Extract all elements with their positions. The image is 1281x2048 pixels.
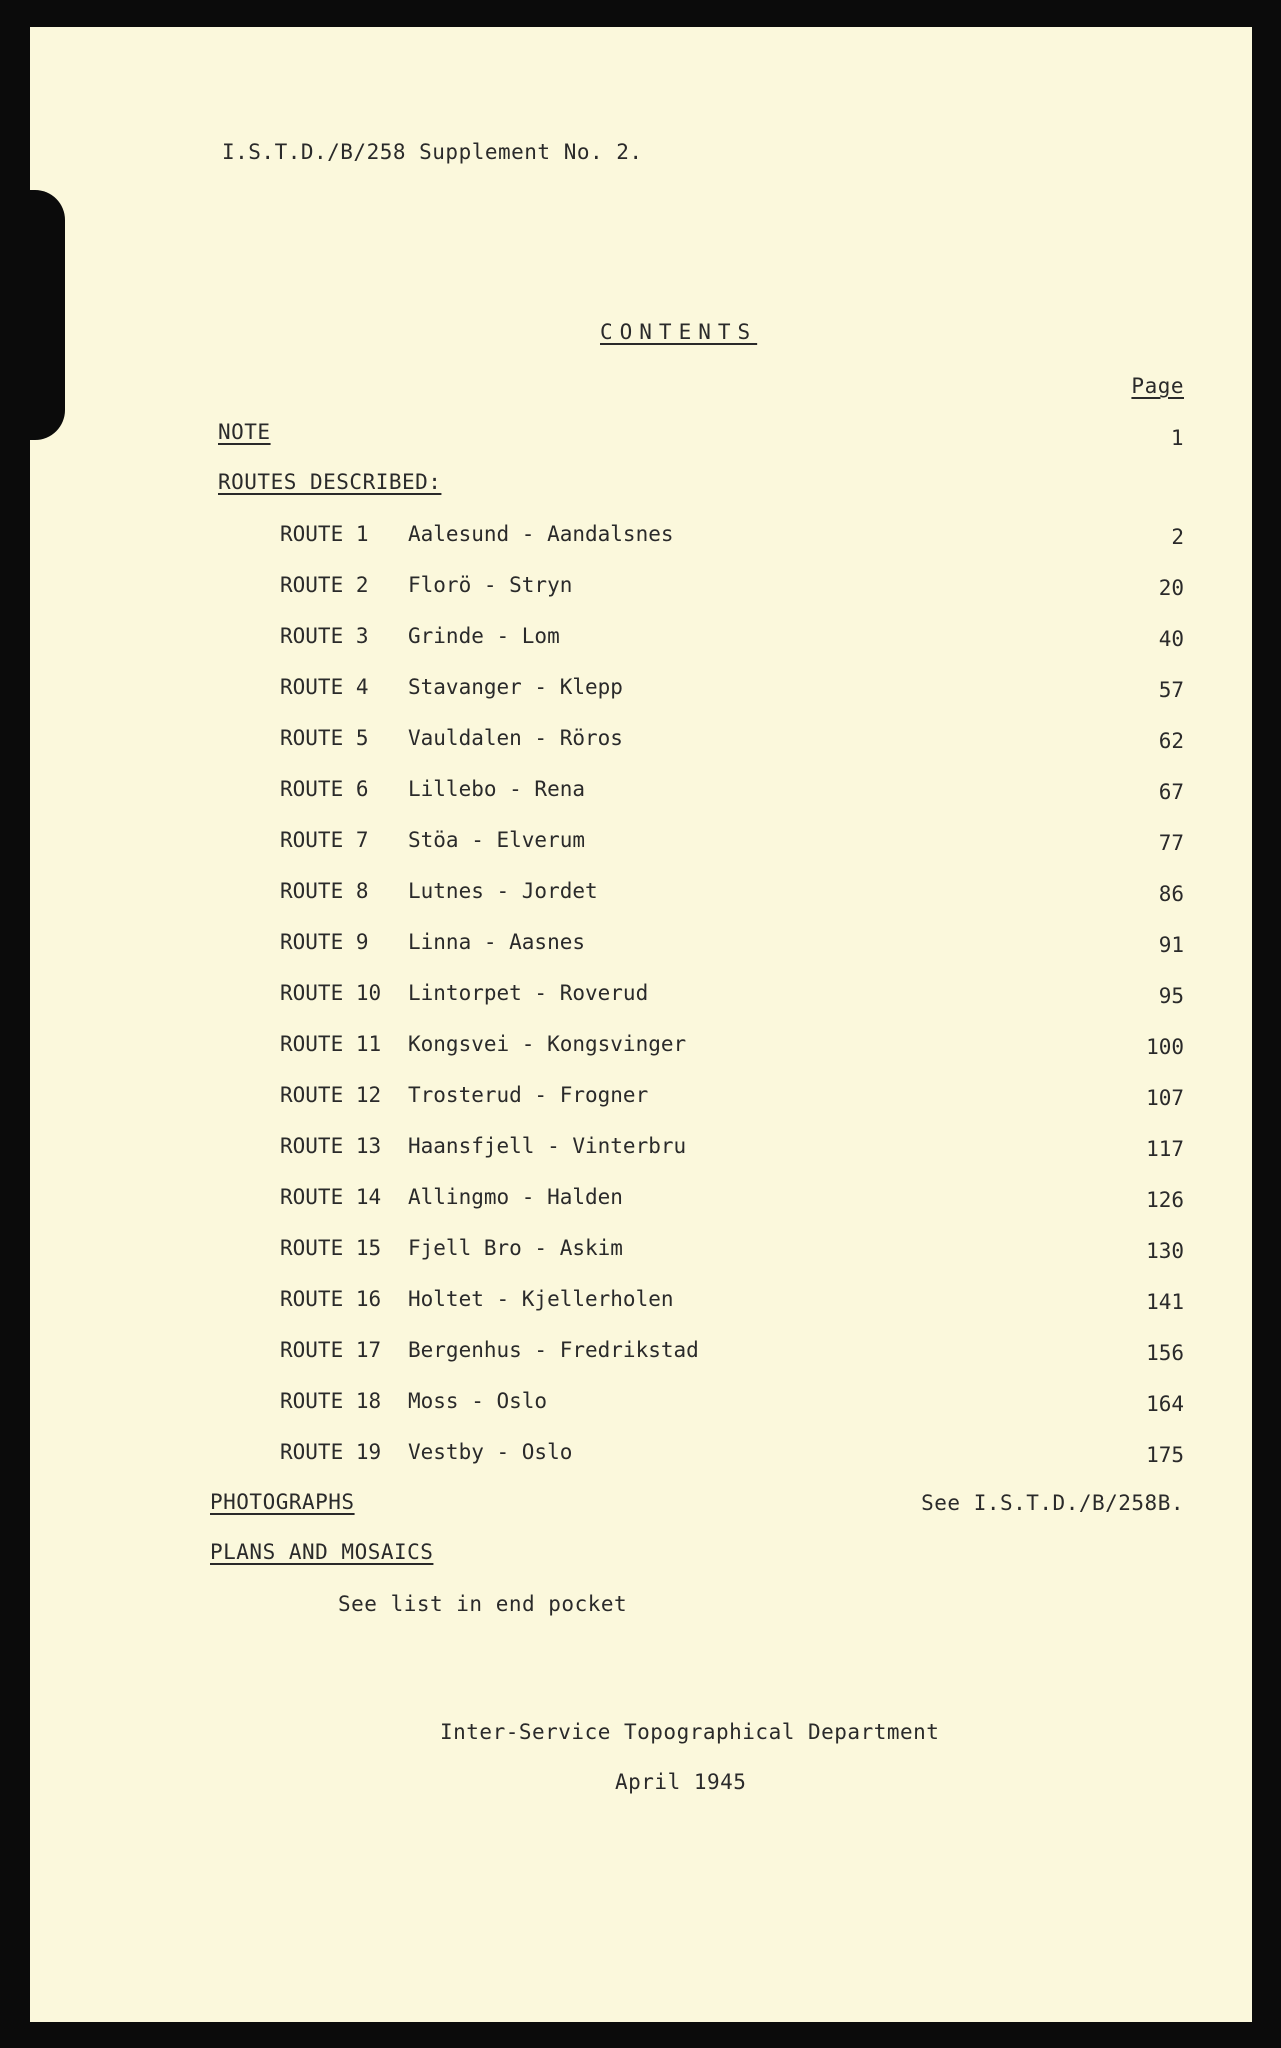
route-name: Trosterud - Frogner: [408, 1083, 649, 1107]
route-page: 156: [1146, 1341, 1184, 1365]
route-name: Grinde - Lom: [408, 624, 560, 648]
route-label: ROUTE 7: [280, 828, 369, 852]
route-name: Stavanger - Klepp: [408, 675, 623, 699]
route-page: 117: [1146, 1137, 1184, 1161]
route-page: 67: [1158, 780, 1184, 804]
route-name: Linna - Aasnes: [408, 930, 586, 954]
route-label: ROUTE 19: [280, 1440, 382, 1464]
note-page: 1: [1170, 426, 1184, 450]
route-label: ROUTE 14: [280, 1185, 382, 1209]
document-date: April 1945: [615, 1770, 747, 1794]
route-page: 86: [1158, 882, 1184, 906]
contents-title: CONTENTS: [600, 320, 758, 344]
route-label: ROUTE 18: [280, 1389, 382, 1413]
route-name: Haansfjell - Vinterbru: [408, 1134, 687, 1158]
route-label: ROUTE 13: [280, 1134, 382, 1158]
route-name: Vauldalen - Röros: [408, 726, 623, 750]
route-page: 57: [1158, 678, 1184, 702]
route-name: Aalesund - Aandalsnes: [408, 522, 674, 546]
binding-tab: [20, 190, 65, 440]
route-page: 164: [1146, 1392, 1184, 1416]
route-page: 141: [1146, 1290, 1184, 1314]
route-label: ROUTE 2: [280, 573, 369, 597]
plans-label: PLANS AND MOSAICS: [210, 1540, 434, 1564]
route-label: ROUTE 16: [280, 1287, 382, 1311]
route-name: Fjell Bro - Askim: [408, 1236, 623, 1260]
route-page: 20: [1158, 576, 1184, 600]
document-reference: I.S.T.D./B/258 Supplement No. 2.: [222, 140, 643, 164]
note-label: NOTE: [218, 420, 271, 444]
route-name: Lillebo - Rena: [408, 777, 586, 801]
route-name: Bergenhus - Fredrikstad: [408, 1338, 699, 1362]
route-page: 126: [1146, 1188, 1184, 1212]
route-page: 91: [1158, 933, 1184, 957]
route-label: ROUTE 12: [280, 1083, 382, 1107]
route-page: 130: [1146, 1239, 1184, 1263]
route-label: ROUTE 5: [280, 726, 369, 750]
route-page: 95: [1158, 984, 1184, 1008]
route-label: ROUTE 6: [280, 777, 369, 801]
plans-text: See list in end pocket: [338, 1592, 628, 1616]
page-column-label: Page: [1131, 374, 1184, 398]
route-page: 100: [1146, 1035, 1184, 1059]
route-page: 2: [1171, 525, 1184, 549]
department-name: Inter-Service Topographical Department: [440, 1720, 940, 1744]
route-page: 77: [1158, 831, 1184, 855]
route-name: Stöa - Elverum: [408, 828, 586, 852]
route-label: ROUTE 3: [280, 624, 369, 648]
route-name: Moss - Oslo: [408, 1389, 548, 1413]
route-page: 107: [1146, 1086, 1184, 1110]
route-name: Holtet - Kjellerholen: [408, 1287, 674, 1311]
route-label: ROUTE 9: [280, 930, 369, 954]
route-label: ROUTE 10: [280, 981, 382, 1005]
route-name: Lutnes - Jordet: [408, 879, 598, 903]
route-page: 175: [1146, 1443, 1184, 1467]
route-name: Allingmo - Halden: [408, 1185, 623, 1209]
route-name: Vestby - Oslo: [408, 1440, 573, 1464]
photographs-label: PHOTOGRAPHS: [210, 1490, 355, 1514]
route-label: ROUTE 11: [280, 1032, 382, 1056]
photographs-reference: See I.S.T.D./B/258B.: [921, 1491, 1184, 1515]
route-name: Florö - Stryn: [408, 573, 573, 597]
route-label: ROUTE 1: [280, 522, 369, 546]
route-name: Kongsvei - Kongsvinger: [408, 1032, 687, 1056]
route-page: 40: [1158, 627, 1184, 651]
route-label: ROUTE 17: [280, 1338, 382, 1362]
route-label: ROUTE 8: [280, 879, 369, 903]
route-label: ROUTE 15: [280, 1236, 382, 1260]
routes-heading-text: ROUTES DESCRIBED:: [218, 470, 442, 494]
routes-heading: [218, 470, 441, 494]
route-label: ROUTE 4: [280, 675, 369, 699]
route-name: Lintorpet - Roverud: [408, 981, 649, 1005]
route-page: 62: [1158, 729, 1184, 753]
